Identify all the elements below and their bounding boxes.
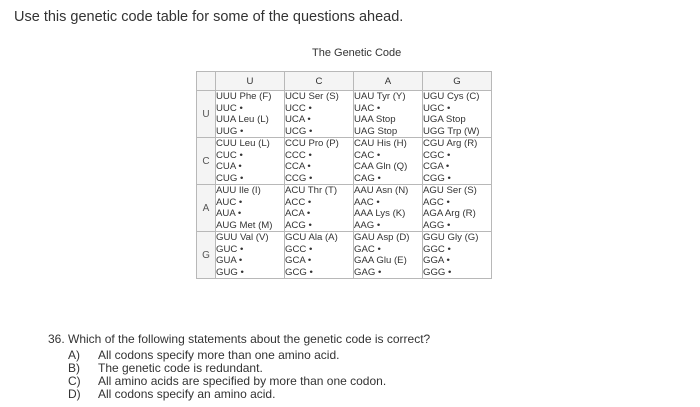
- codon-row: [197, 232, 492, 279]
- codon-entry: UAU Tyr (Y): [354, 91, 406, 102]
- codon-entry: CCU Pro (P): [285, 138, 339, 149]
- first-base-label: C: [197, 138, 216, 185]
- intro-text: Use this genetic code table for some of the questions ahead.: [14, 9, 404, 25]
- codon-entry: CAU His (H): [354, 138, 407, 149]
- option-text: All amino acids are specified by more than one codon.: [98, 374, 387, 388]
- codon-cell: [423, 91, 492, 138]
- codon-entry: GCG •: [285, 266, 313, 278]
- codon-entry: CAA Gln (Q): [354, 161, 408, 172]
- codon-entry: GUA •: [216, 255, 243, 266]
- codon-cell: [354, 185, 423, 232]
- codon-entry: UGC •: [423, 102, 451, 114]
- option-text: The genetic code is redundant.: [98, 361, 263, 375]
- first-base-label: U: [197, 91, 216, 138]
- option-letter: D): [68, 387, 81, 401]
- codon-entry: CGC •: [423, 149, 451, 161]
- codon-entry: CUC •: [216, 149, 243, 161]
- codon-entry: UUG •: [216, 125, 244, 137]
- codon-entry: UAG Stop: [354, 125, 398, 137]
- codon-row: [197, 185, 492, 232]
- codon-entry: GCA •: [285, 255, 312, 266]
- codon-entry: UGU Cys (C): [423, 91, 480, 102]
- codon-cell: [285, 185, 354, 232]
- codon-cell: [216, 185, 285, 232]
- codon-entry: AGA Arg (R): [423, 208, 476, 219]
- genetic-code-table: [196, 71, 492, 279]
- codon-entry: GGG •: [423, 266, 452, 278]
- codon-entry: UGG Trp (W): [423, 125, 480, 137]
- codon-entry: AGC •: [423, 196, 450, 208]
- table-title: The Genetic Code: [312, 47, 402, 59]
- option-text: All codons specify an amino acid.: [98, 387, 276, 401]
- codon-entry: GAU Asp (D): [354, 232, 410, 243]
- codon-entry: UUA Leu (L): [216, 114, 269, 125]
- codon-entry: CUU Leu (L): [216, 138, 270, 149]
- codon-cell: [423, 185, 492, 232]
- codon-entry: ACU Thr (T): [285, 185, 338, 196]
- answer-option-a[interactable]: [68, 348, 339, 362]
- second-base-header: G: [423, 72, 492, 91]
- codon-entry: CCC •: [285, 149, 312, 161]
- codon-entry: UUU Phe (F): [216, 91, 272, 102]
- codon-cell: [354, 138, 423, 185]
- codon-entry: ACG •: [285, 219, 312, 231]
- question-text: 36. Which of the following statements about the genetic code is correct?: [48, 332, 431, 346]
- codon-entry: AAG •: [354, 219, 381, 231]
- codon-entry: ACA •: [285, 208, 311, 219]
- codon-entry: AUA •: [216, 208, 242, 219]
- codon-entry: CGA •: [423, 161, 450, 172]
- codon-entry: CGU Arg (R): [423, 138, 478, 149]
- codon-entry: UAA Stop: [354, 114, 396, 125]
- codon-entry: GUC •: [216, 243, 244, 255]
- codon-entry: CAC •: [354, 149, 381, 161]
- option-letter: C): [68, 374, 81, 388]
- codon-entry: GAG •: [354, 266, 382, 278]
- table-corner-cell: [197, 72, 216, 91]
- codon-entry: CUA •: [216, 161, 242, 172]
- codon-entry: CCG •: [285, 172, 313, 184]
- codon-entry: AAA Lys (K): [354, 208, 406, 219]
- codon-cell: [285, 138, 354, 185]
- codon-row: [197, 91, 492, 138]
- codon-cell: [216, 138, 285, 185]
- codon-cell: [423, 138, 492, 185]
- codon-entry: CUG •: [216, 172, 244, 184]
- codon-row: [197, 138, 492, 185]
- codon-entry: UCG •: [285, 125, 313, 137]
- table-header-row: [197, 72, 492, 91]
- option-letter: A): [68, 348, 80, 362]
- codon-entry: GUU Val (V): [216, 232, 269, 243]
- option-text: All codons specify more than one amino acid.: [98, 348, 340, 362]
- codon-entry: AUC •: [216, 196, 243, 208]
- second-base-header: A: [354, 72, 423, 91]
- codon-entry: UUC •: [216, 102, 243, 114]
- codon-entry: GGC •: [423, 243, 451, 255]
- codon-entry: AGG •: [423, 219, 451, 231]
- codon-cell: [216, 232, 285, 279]
- codon-entry: AUU Ile (I): [216, 185, 261, 196]
- codon-entry: GCC •: [285, 243, 313, 255]
- codon-entry: GAC •: [354, 243, 381, 255]
- codon-entry: UGA Stop: [423, 114, 466, 125]
- second-base-header: U: [216, 72, 285, 91]
- codon-entry: GGU Gly (G): [423, 232, 479, 243]
- codon-entry: GUG •: [216, 266, 244, 278]
- second-base-header: C: [285, 72, 354, 91]
- codon-entry: UAC •: [354, 102, 381, 114]
- option-letter: B): [68, 361, 80, 375]
- first-base-label: G: [197, 232, 216, 279]
- codon-entry: GCU Ala (A): [285, 232, 338, 243]
- codon-entry: AGU Ser (S): [423, 185, 477, 196]
- codon-entry: CCA •: [285, 161, 311, 172]
- codon-entry: CGG •: [423, 172, 451, 184]
- answer-option-d[interactable]: [68, 387, 275, 401]
- codon-entry: AAU Asn (N): [354, 185, 409, 196]
- codon-entry: AAC •: [354, 196, 380, 208]
- codon-entry: ACC •: [285, 196, 312, 208]
- codon-cell: [423, 232, 492, 279]
- codon-cell: [285, 91, 354, 138]
- codon-cell: [285, 232, 354, 279]
- codon-entry: UCU Ser (S): [285, 91, 339, 102]
- codon-cell: [354, 91, 423, 138]
- codon-cell: [354, 232, 423, 279]
- codon-entry: AUG Met (M): [216, 219, 273, 231]
- first-base-label: A: [197, 185, 216, 232]
- codon-entry: UCC •: [285, 102, 312, 114]
- codon-entry: GGA •: [423, 255, 450, 266]
- codon-cell: [216, 91, 285, 138]
- answer-option-c[interactable]: [68, 374, 386, 388]
- answer-option-b[interactable]: [68, 361, 263, 375]
- codon-entry: CAG •: [354, 172, 381, 184]
- codon-entry: GAA Glu (E): [354, 255, 407, 266]
- codon-entry: UCA •: [285, 114, 311, 125]
